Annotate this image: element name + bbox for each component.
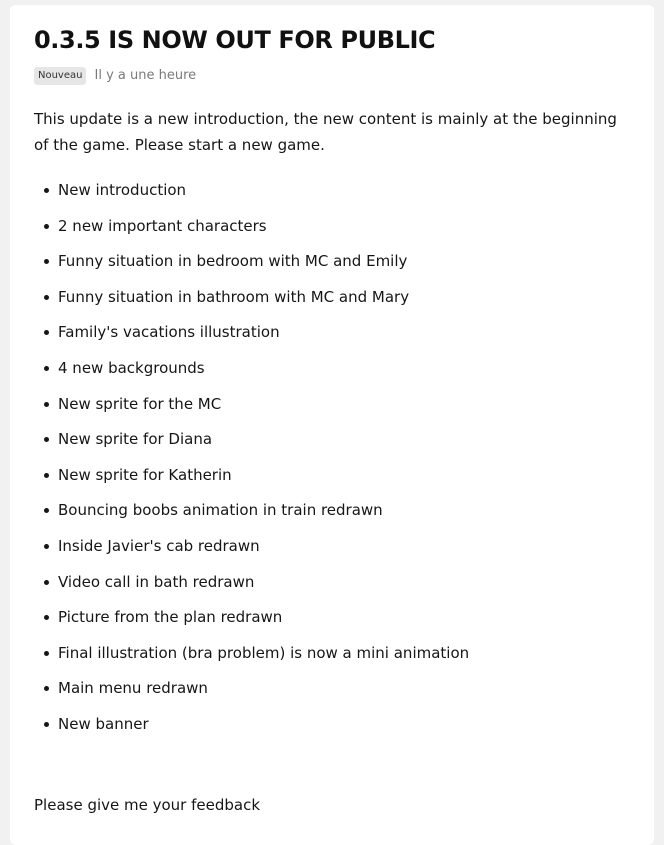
list-item-text: New introduction — [58, 181, 187, 199]
list-item-text: New sprite for Katherin — [58, 465, 232, 484]
new-badge: Nouveau — [34, 67, 86, 85]
list-item-text: Bouncing boobs animation in train redrawn — [58, 501, 383, 520]
list-item-text: Inside Javier's cab redrawn — [58, 536, 260, 555]
list-item-text: Picture from the plan redrawn — [58, 608, 283, 627]
list-item — [34, 675, 469, 711]
bullet-icon — [44, 722, 49, 727]
bullet-icon — [44, 259, 49, 264]
list-item-text: Funny situation in bathroom with MC and Mary — [58, 287, 410, 306]
list-item — [34, 604, 469, 640]
bullet-icon — [44, 508, 49, 513]
post-card — [10, 5, 654, 845]
list-item — [34, 248, 469, 284]
post-title: 0.3.5 IS NOW OUT FOR PUBLIC — [34, 26, 436, 54]
feedback-request: Please give me your feedback — [34, 796, 261, 814]
list-item — [34, 569, 469, 605]
list-item-text: New banner — [58, 714, 149, 733]
bullet-icon — [44, 366, 49, 371]
bullet-icon — [44, 330, 49, 335]
bullet-icon — [44, 686, 49, 691]
list-item — [34, 284, 469, 320]
bullet-icon — [44, 224, 49, 229]
list-item — [34, 497, 469, 533]
bullet-icon — [44, 651, 49, 656]
bullet-icon — [44, 615, 49, 620]
post-intro: This update is a new introduction, the new content is mainly at the beginning of the game. Please start a new game. — [34, 110, 617, 154]
list-item-text: Video call in bath redrawn — [58, 572, 255, 591]
list-item — [34, 640, 469, 676]
list-item-text: New sprite for the MC — [58, 394, 222, 413]
post-timestamp: Il y a une heure — [94, 68, 197, 83]
bullet-icon — [44, 437, 49, 442]
list-item-text: Funny situation in bedroom with MC and Emily — [58, 252, 408, 271]
list-item — [34, 711, 469, 747]
list-item — [34, 319, 469, 355]
list-item-text: Main menu redrawn — [58, 679, 208, 698]
list-item — [34, 391, 469, 427]
list-item-text: New sprite for Diana — [58, 430, 213, 449]
list-item — [34, 177, 469, 213]
bullet-icon — [44, 295, 49, 300]
list-item — [34, 533, 469, 569]
post-meta — [34, 67, 196, 85]
list-item — [34, 426, 469, 462]
list-item-text: Final illustration (bra problem) is now a mini animation — [58, 643, 470, 662]
bullet-icon — [44, 473, 49, 478]
list-item-text: 2 new important characters — [58, 216, 267, 235]
list-item-text: 4 new backgrounds — [58, 358, 205, 377]
list-item — [34, 462, 469, 498]
list-item — [34, 213, 469, 249]
list-item — [34, 355, 469, 391]
bullet-icon — [44, 580, 49, 585]
bullet-icon — [44, 544, 49, 549]
bullet-icon — [44, 188, 49, 193]
changelog-list — [34, 177, 469, 747]
bullet-icon — [44, 402, 49, 407]
list-item-text: Family's vacations illustration — [58, 323, 280, 342]
